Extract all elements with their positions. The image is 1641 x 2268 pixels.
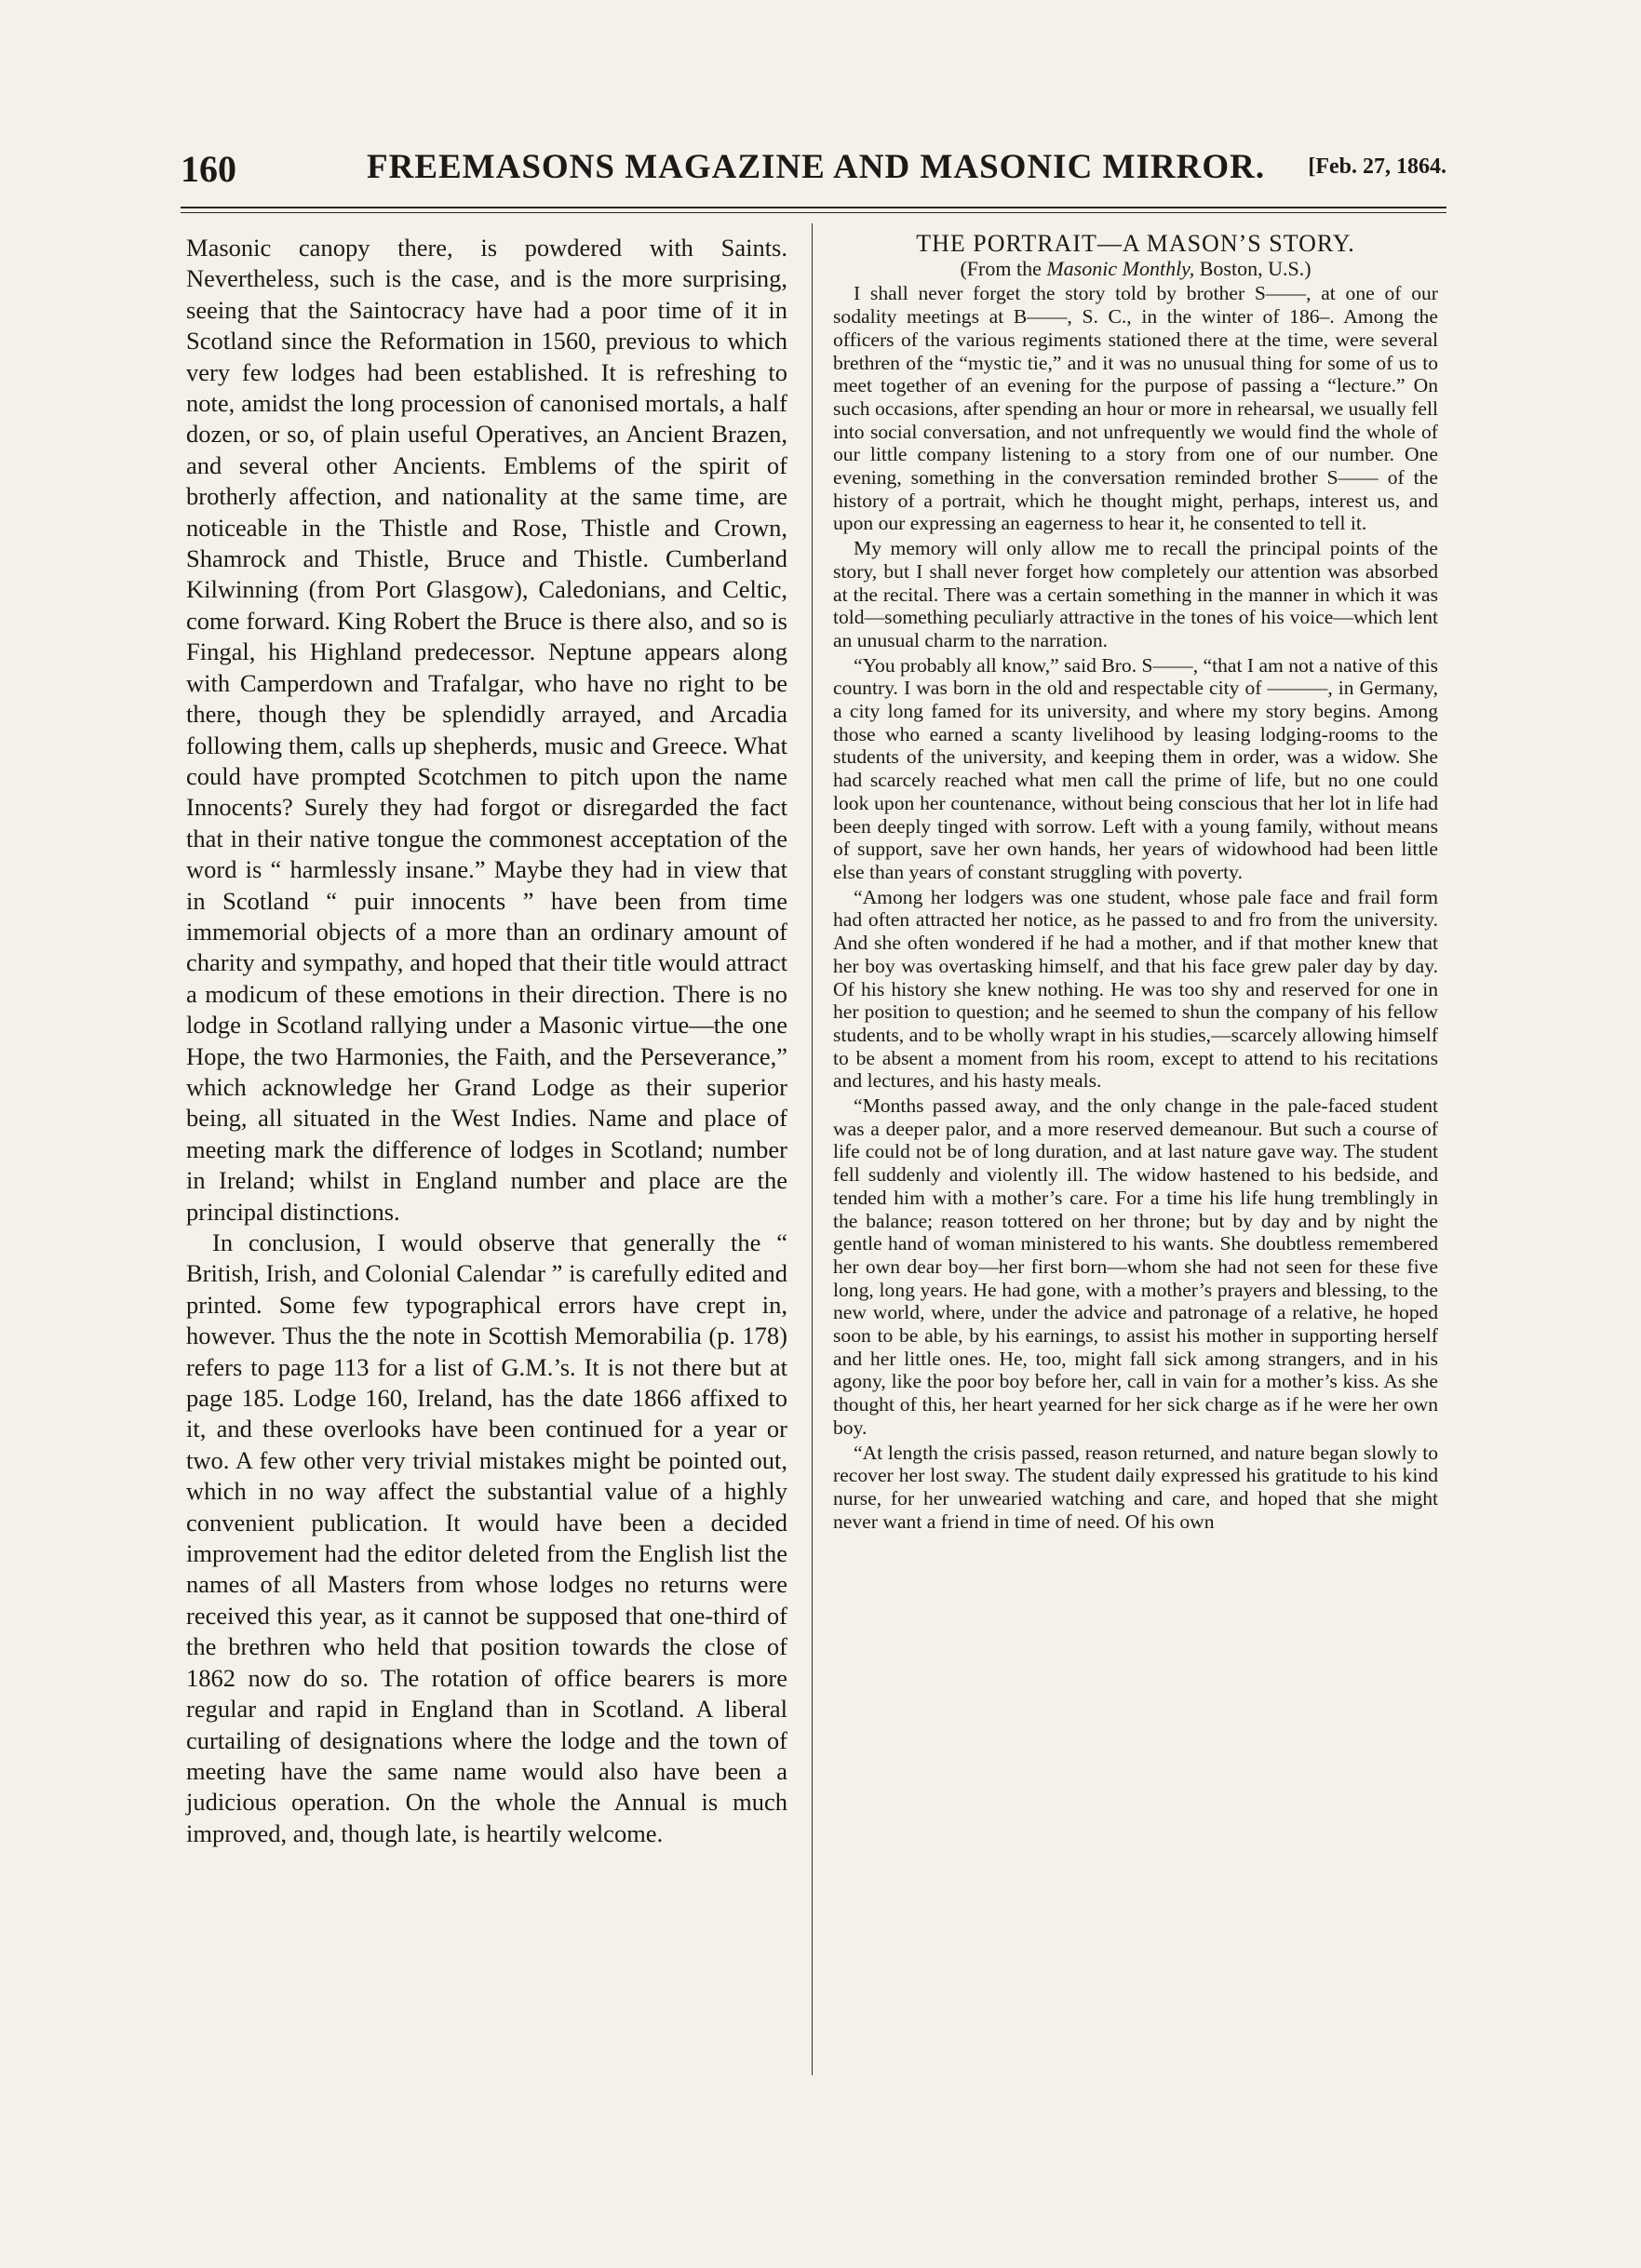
story-paragraph: “You probably all know,” said Bro. S——, “that I am not a native of this country. I was born in the old and respectable city of ———, in Germany, a city long famed for its university, and where my story begins. Among those who earned a scanty livelihood by leasing lodging-rooms to the students of the university, and keeping them in order, was a widow. She had scarcely reached what men call the prime of life, but no one could look upon her countenance, without being conscious that her lot in life had been deeply tinged with sorrow. Left with a young family, without means of support, save her own hands, her years of widowhood had been little else than years of constant struggling with poverty. (833, 653, 1438, 883)
left-paragraph: Masonic canopy there, is powdered with Saints. Nevertheless, such is the case, and is the more surprising, seeing that the Saintocracy have had a poor time of it in Scotland since the Reformation in 1560, previous to which very few lodges had been established. It is refreshing to note, amidst the long procession of canonised mortals, a half dozen, or so, of plain useful Operatives, an Ancient Brazen, and several other Ancients. Emblems of the spirit of brotherly affection, and nationality at the same time, are noticeable in the Thistle and Rose, Thistle and Crown, Shamrock and Thistle, Bruce and Thistle. Cumberland Kilwinning (from Port Glasgow), Caledonians, and Celtic, come forward. King Robert the Bruce is there also, and so is Fingal, his Highland predecessor. Neptune appears along with Camperdown and Trafalgar, who have no right to be there, though they be splendidly arrayed, and Arcadia following them, calls up shepherds, music and Greece. What could have prompted Scotchmen to pitch upon the name Innocents? Surely they had forgot or disregarded the fact that in their native tongue the commonest acceptation of the word is “ harmlessly insane.” Maybe they had in view that in Scotland “ puir innocents ” have been from time immemorial objects of a more than an ordinary amount of charity and sympathy, and hoped that their title would attract a modicum of these emotions in their direction. There is no lodge in Scotland rallying under a Masonic virtue—the one Hope, the two Harmonies, the Faith, and the Perseverance,” which acknowledge her Grand Lodge as their superior being, all situated in the West Indies. Name and place of meeting mark the difference of lodges in Scotland; number in Ireland; whilst in England number and place are the principal distinctions. (186, 234, 787, 1226)
header-rule-bottom (181, 212, 1446, 213)
story-paragraph: “At length the crisis passed, reason returned, and nature began slowly to recover her lost sway. The student daily expressed his gratitude to his kind nurse, for her unwearied watching and care, and hoped that she might never want a friend in time of need. Of his own (833, 1441, 1438, 1533)
left-column (186, 233, 787, 1849)
header-rule-top (181, 207, 1446, 208)
masthead-title: FREEMASONS MAGAZINE AND MASONIC MIRROR. (367, 148, 1266, 186)
source-publication: Masonic Monthly, (1046, 256, 1195, 280)
story-paragraph: “Months passed away, and the only change in the pale-faced student was a deeper palor, and a more reserved demeanour. But such a course of life could not be of long duration, and at last nature gave way. The student fell suddenly and violently ill. The widow hastened to his bedside, and tended him with a mother’s care. For a time his life hung tremblingly in the balance; reason tottered on her throne; but by day and by night the gentle hand of woman ministered to his wants. She doubtless remembered her own dear boy—her first born—whom she had not seen for these five long, long years. He had gone, with a mother’s prayers and blessing, to the new world, where, under the advice and patronage of a relative, he hoped soon to be able, by his earnings, to assist his mother in supporting herself and her little ones. He, too, might fall sick among strangers, and in his agony, like the poor boy before her, call in vain for a mother’s kiss. As she thought of this, her heart yearned for her sick charge as if he were her own boy. (833, 1094, 1438, 1439)
column-divider (812, 223, 813, 2075)
left-paragraph: In conclusion, I would observe that generally the “ British, Irish, and Colonial Calendar ” is carefully edited and printed. Some few typographical errors have crept in, however. Thus the the note in Scottish Memorabilia (p. 178) refers to page 113 for a list of G.M.’s. It is not there but at page 185. Lodge 160, Ireland, has the date 1866 affixed to it, and these overlooks have been continued for a year or two. A few other very trivial mistakes might be pointed out, which in no way affect the substantial value of a highly convenient publication. It would have been a decided improvement had the editor deleted from the English list the names of all Masters from whose lodges no returns were received this year, as it cannot be supposed that one-third of the brethren who held that position towards the close of 1862 now do so. The rotation of office bearers is more regular and rapid in England than in Scotland. A liberal curtailing of designations where the lodge and the town of meeting have the same name would also have been a judicious operation. On the whole the Annual is much improved, and, though late, is heartily welcome. (186, 1228, 787, 1847)
page-header (181, 147, 1446, 205)
story-paragraph: “Among her lodgers was one student, whose pale face and frail form had often attracted her notice, as he passed to and fro from the university. And she often wondered if he had a mother, and if that mother knew that her boy was overtasking himself, and that his face grew paler day by day. Of his history she knew nothing. He was too shy and reserved for one in her position to question; and he seemed to shun the company of his fellow students, and to be wholly wrapt in his studies,—scarcely allowing himself to be absent a moment from his room, except to attend to his recitations and lectures, and his hasty meals. (833, 885, 1438, 1093)
source-prefix: (From the (960, 256, 1047, 280)
article-source (833, 258, 1438, 281)
article-title: THE PORTRAIT—A MASON’S STORY. (916, 230, 1355, 257)
page-number: 160 (181, 148, 236, 190)
source-suffix: Boston, U.S.) (1194, 256, 1311, 280)
story-paragraph: I shall never forget the story told by brother S——, at one of our sodality meetings at B——, S. C., in the winter of 186–. Among the officers of the various regiments stationed there at the time, were several brethren of the “mystic tie,” and it was no unusual thing for some of us to meet together of an evening for the purpose of passing a “lecture.” On such occasions, after spending an hour or more in rehearsal, we usually fell into social conversation, and not unfrequently we would find the whole of our little company listening to a story from one of our number. One evening, something in the conversation reminded brother S—— of the history of a portrait, which he thought might, perhaps, interest us, and upon our expressing an eagerness to hear it, he consented to tell it. (833, 282, 1438, 535)
right-column (833, 230, 1438, 1535)
issue-date: [Feb. 27, 1864. (1308, 154, 1446, 179)
story-paragraph: My memory will only allow me to recall the principal points of the story, but I shall never forget how completely our attention was absorbed at the recital. There was a certain something in the manner in which it was told—something peculiarly attractive in the tones of his voice—which lent an unusual charm to the narration. (833, 537, 1438, 651)
